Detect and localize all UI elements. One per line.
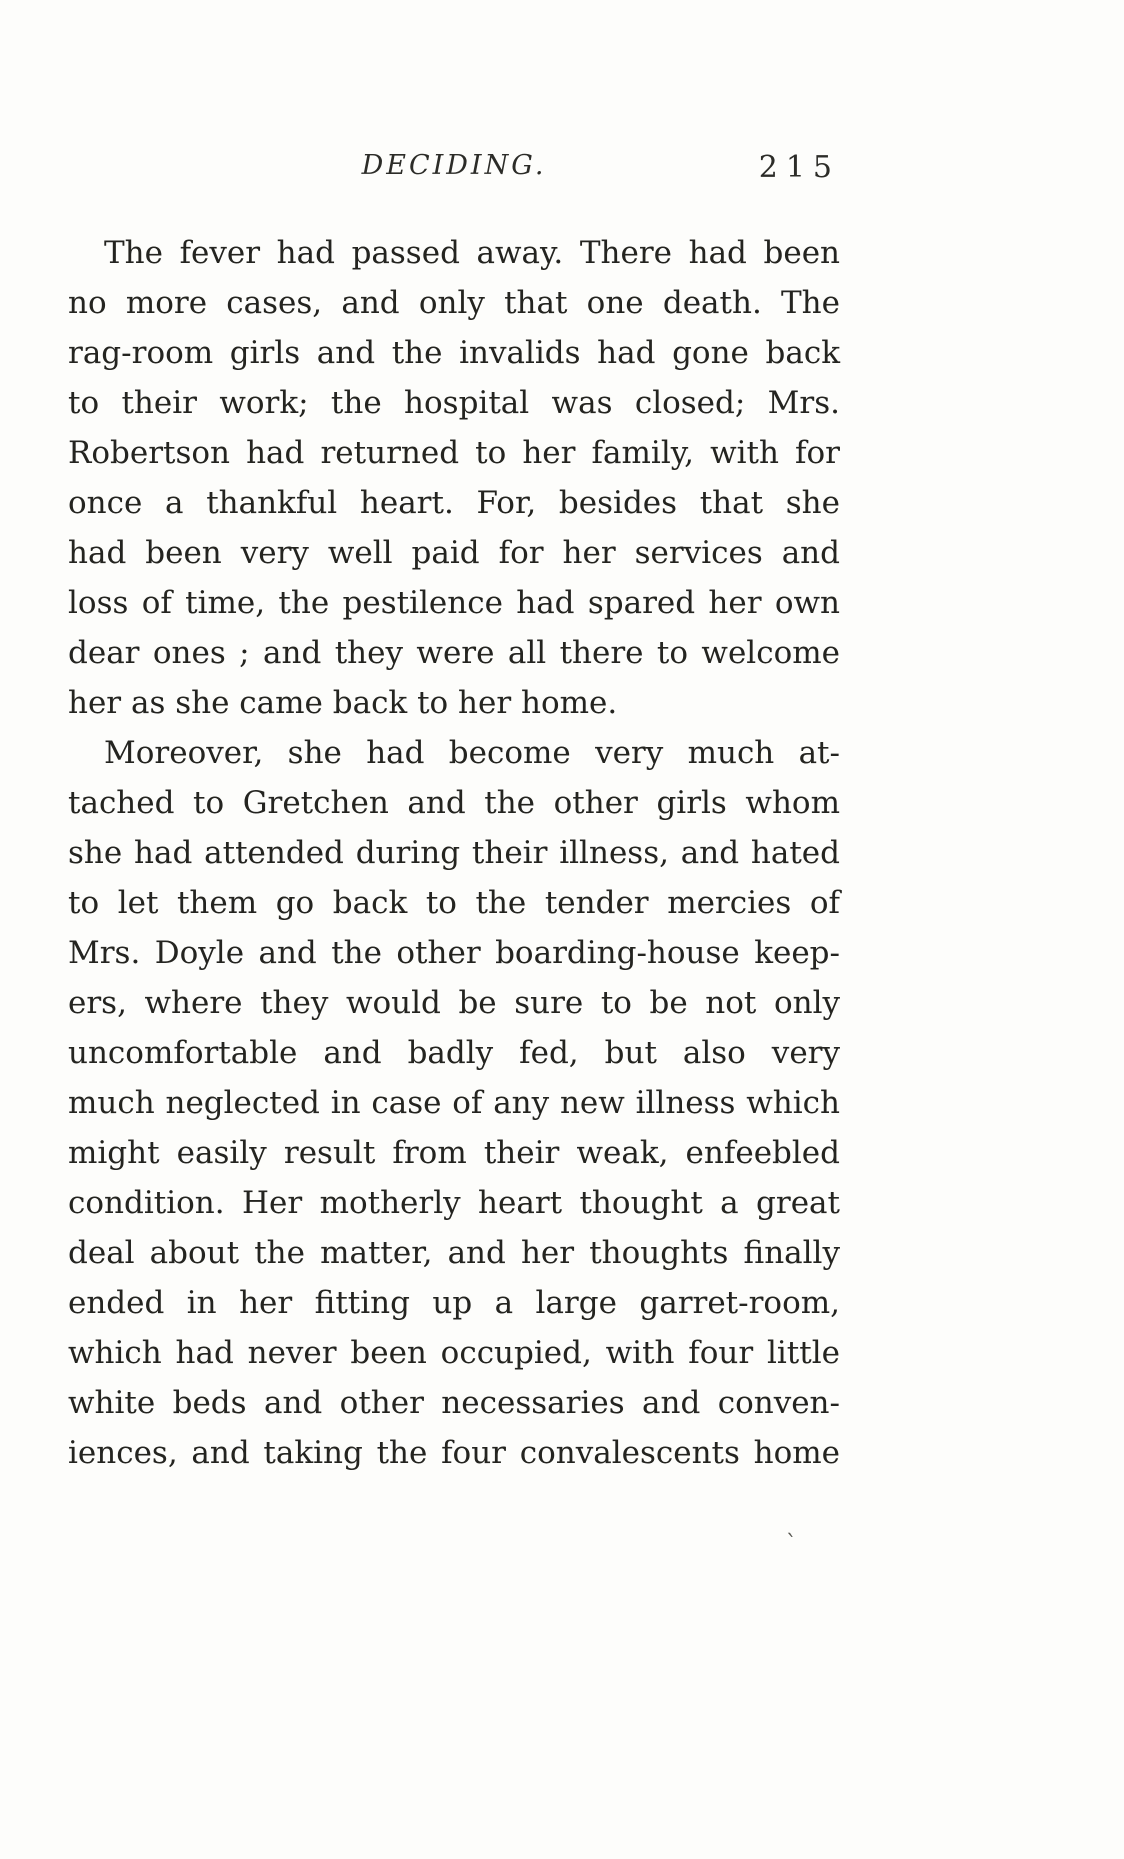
text-line: iences, and taking the four convalescents home bbox=[68, 1435, 840, 1471]
text-line: tached to Gretchen and the other girls whom bbox=[68, 785, 840, 821]
text-line: Mrs. Doyle and the other boarding-house keep- bbox=[68, 935, 840, 971]
text-line: might easily result from their weak, enfeebled bbox=[68, 1135, 840, 1171]
text-line: dear ones ; and they were all there to welcome bbox=[68, 635, 840, 671]
paragraph bbox=[68, 228, 840, 728]
text-line: ended in her fitting up a large garret-room, bbox=[68, 1285, 840, 1321]
text-line: no more cases, and only that one death. The bbox=[68, 285, 840, 321]
text-line: The fever had passed away. There had been bbox=[104, 235, 840, 271]
text-line: she had attended during their illness, and hated bbox=[68, 835, 840, 871]
running-header bbox=[68, 150, 840, 202]
text-column bbox=[68, 150, 840, 1478]
text-line: uncomfortable and badly fed, but also very bbox=[68, 1035, 840, 1071]
paragraph bbox=[68, 728, 840, 1478]
text-line: rag-room girls and the invalids had gone back bbox=[68, 335, 840, 371]
text-line: Moreover, she had become very much at- bbox=[104, 735, 840, 771]
text-line: once a thankful heart. For, besides that she bbox=[68, 485, 840, 521]
page-number: 215 bbox=[758, 150, 840, 185]
text-line: which had never been occupied, with four little bbox=[68, 1335, 840, 1371]
text-line: had been very well paid for her services and bbox=[68, 535, 840, 571]
text-line: loss of time, the pestilence had spared her own bbox=[68, 585, 840, 621]
text-line: condition. Her motherly heart thought a great bbox=[68, 1185, 840, 1221]
text-line: ers, where they would be sure to be not only bbox=[68, 985, 840, 1021]
text-line: much neglected in case of any new illness which bbox=[68, 1085, 840, 1121]
text-line: Robertson had returned to her family, with for bbox=[68, 435, 840, 471]
running-title: DECIDING. bbox=[361, 150, 547, 181]
text-line: deal about the matter, and her thoughts finally bbox=[68, 1235, 840, 1271]
text-line: to let them go back to the tender mercies of bbox=[68, 885, 840, 921]
text-line: her as she came back to her home. bbox=[68, 685, 618, 721]
scan-stray-mark: ˋ bbox=[786, 1532, 797, 1557]
text-line: white beds and other necessaries and conven- bbox=[68, 1385, 840, 1421]
text-line: to their work; the hospital was closed; Mrs. bbox=[68, 385, 840, 421]
